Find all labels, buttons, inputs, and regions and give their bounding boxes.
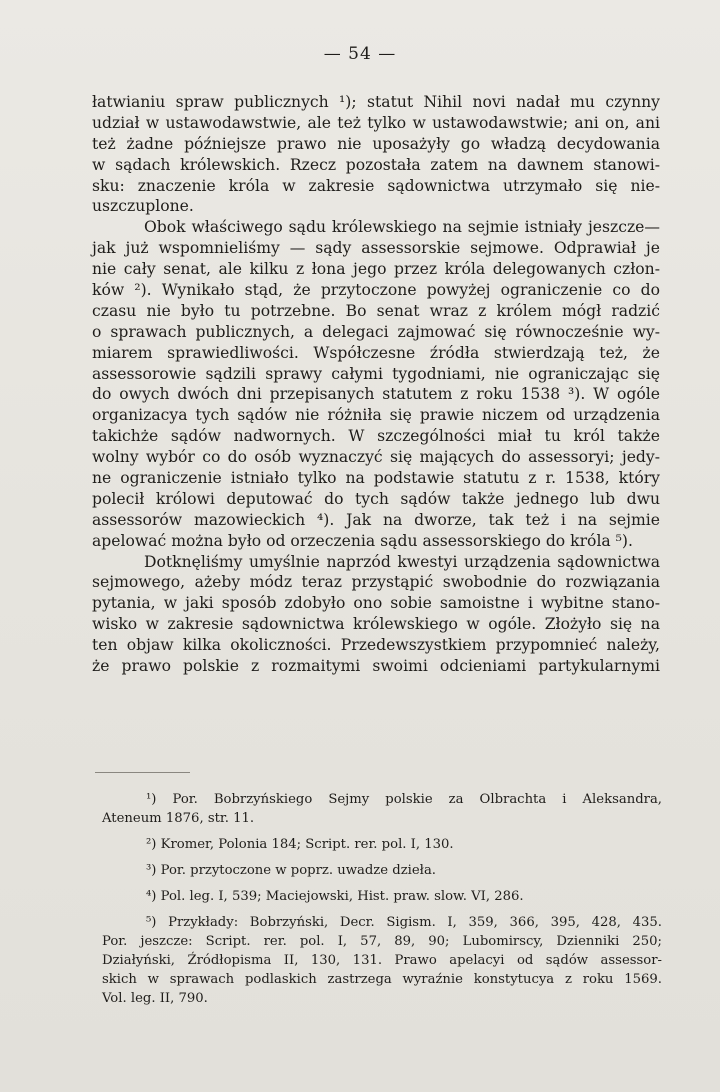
footnote-line: ⁵) Przykłady: Bobrzyński, Decr. Sigism. I, 359, 366, 395, 428, 435. xyxy=(146,915,662,930)
footnote-line: Por. jeszcze: Script. rer. pol. I, 57, 89, 90; Lubomirscy, Dzienniki 250; xyxy=(102,934,662,949)
text-line: też żadne późniejsze prawo nie uposażyły go władzą decydowania xyxy=(92,134,660,153)
footnote-2 xyxy=(102,835,662,854)
footnote-line: skich w sprawach podlaskich zastrzega wyraźnie konstytucya z roku 1569. xyxy=(102,972,662,987)
text-line: miarem sprawiedliwości. Współczesne źródła stwierdzają też, że xyxy=(92,343,660,362)
text-line: ten objaw kilka okoliczności. Przedewszystkiem przypomnieć należy, xyxy=(92,636,660,655)
text-line: nie cały senat, ale kilku z łona jego przez króla delegowanych człon- xyxy=(92,260,660,279)
text-line: że prawo polskie z rozmaitymi swoimi odcieniami partykularnymi xyxy=(92,657,660,676)
text-line: assessorów mazowieckich ⁴). Jak na dworze, tak też i na sejmie xyxy=(92,510,660,529)
text-line: uszczuplone. xyxy=(92,197,194,216)
text-line: czasu nie było tu potrzebne. Bo senat wraz z królem mógł radzić xyxy=(92,301,660,320)
text-line: wisko w zakresie sądownictwa królewskiego w ogóle. Złożyło się na xyxy=(92,615,660,634)
footnote-5 xyxy=(102,913,662,1008)
text-line: sejmowego, ażeby módz teraz przystąpić swobodnie do rozwiązania xyxy=(92,573,660,592)
text-line: w sądach królewskich. Rzecz pozostała zatem na dawnem stanowi- xyxy=(92,155,660,174)
footnote-1 xyxy=(102,790,662,828)
text-line: pytania, w jaki sposób zdobyło ono sobie samoistne i wybitne stano- xyxy=(92,594,660,613)
footnote-4 xyxy=(102,887,662,906)
text-line: Dotknęliśmy umyślnie naprzód kwestyi urządzenia sądownictwa xyxy=(144,552,660,571)
main-text xyxy=(92,92,660,677)
page-number: — 54 — xyxy=(323,44,397,64)
text-line: do owych dwóch dni przepisanych statutem z roku 1538 ³). W ogóle xyxy=(92,385,660,404)
footnote-line: Vol. leg. II, 790. xyxy=(102,991,208,1006)
text-line: jak już wspomnieliśmy — sądy assessorskie sejmowe. Odprawiał je xyxy=(92,239,660,258)
text-line: wolny wybór co do osób wyznaczyć się mających do assessoryi; jedy- xyxy=(92,448,660,467)
paragraph-2 xyxy=(92,217,660,551)
footnote-3 xyxy=(102,861,662,880)
footnote-line: ¹) Por. Bobrzyńskiego Sejmy polskie za Olbrachta i Aleksandra, xyxy=(146,792,662,807)
paragraph-3 xyxy=(92,552,660,677)
footnote-line: ⁴) Pol. leg. I, 539; Maciejowski, Hist. praw. slow. VI, 286. xyxy=(146,889,524,904)
text-line: assessorowie sądzili sprawy całymi tygodniami, nie ograniczając się xyxy=(92,364,660,383)
text-line: polecił królowi deputować do tych sądów także jednego lub dwu xyxy=(92,489,660,508)
footnote-line: Działyński, Źródłopisma II, 130, 131. Prawo apelacyi od sądów assessor- xyxy=(102,953,662,968)
footnote-line: ²) Kromer, Polonia 184; Script. rer. pol. I, 130. xyxy=(146,837,454,852)
text-line: Obok właściwego sądu królewskiego na sejmie istniały jeszcze— xyxy=(144,218,660,237)
text-line: o sprawach publicznych, a delegaci zajmować się równocześnie wy- xyxy=(92,322,660,341)
footnote-line: ³) Por. przytoczone w poprz. uwadze dzieła. xyxy=(146,863,436,878)
footnotes xyxy=(102,790,662,1008)
paragraph-1 xyxy=(92,92,660,217)
text-line: ków ²). Wynikało stąd, że przytoczone powyżej ograniczenie co do xyxy=(92,281,660,300)
footnote-divider xyxy=(95,772,190,773)
text-line: apelować można było od orzeczenia sądu assessorskiego do króla ⁵). xyxy=(92,531,633,550)
text-line: takichże sądów nadwornych. W szczególności miał tu król także xyxy=(92,427,660,446)
footnote-line: Ateneum 1876, str. 11. xyxy=(102,811,255,826)
text-line: łatwianiu spraw publicznych ¹); statut Nihil novi nadał mu czynny xyxy=(92,93,660,111)
text-line: sku: znaczenie króla w zakresie sądownictwa utrzymało się nie- xyxy=(92,176,660,195)
text-line: ne ograniczenie istniało tylko na podstawie statutu z r. 1538, który xyxy=(92,469,660,488)
text-line: udział w ustawodawstwie, ale też tylko w ustawodawstwie; ani on, ani xyxy=(92,113,660,132)
text-line: organizacya tych sądów nie różniła się prawie niczem od urządzenia xyxy=(92,406,660,425)
